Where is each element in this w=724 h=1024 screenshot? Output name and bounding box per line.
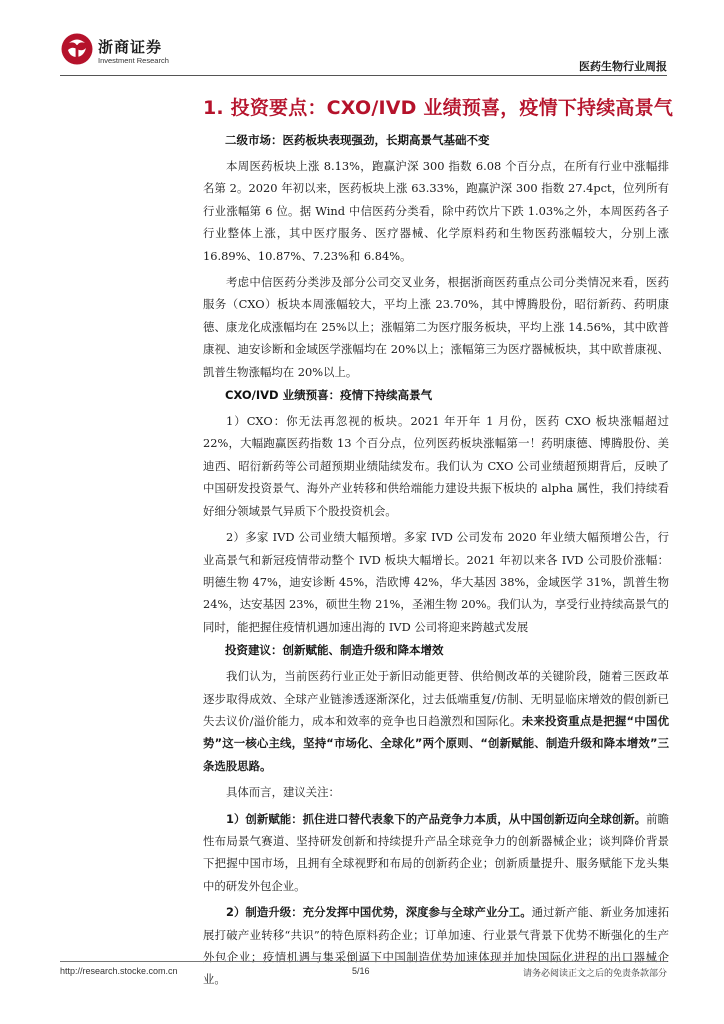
paragraph-cxo: 1）CXO：你无法再忽视的板块。2021 年开年 1 月份，医药 CXO 板块涨幅超过 22%，大幅跑赢医药指数 13 个百分点，位列医药板块涨幅第一！药明康德、博腾股份、美迪西、昭衍新药等公司超预期业绩陆续发布。我们认为 CXO 公司业绩超预期背后，反映了中国研发投资景气、海外产业转移和供给端能力建设共振下板块的 alpha 属性，我们持续看好细分领域景气异质下个股投资机会。: [203, 414, 669, 518]
subheading-cxo-ivd: CXO/IVD 业绩预喜：疫情下持续高景气: [225, 388, 433, 403]
footer-disclaimer: 请务必阅读正文之后的免责条款部分: [522, 969, 667, 979]
zheshang-logo-icon: [60, 32, 94, 66]
paragraph-investment-view: [203, 665, 669, 777]
paragraph-subsector-performance: 考虑中信医药分类涉及部分公司交叉业务，根据浙商医药重点公司分类情况来看，医药服务（CXO）板块本周涨幅较大，平均上涨 23.70%，其中博腾股份，昭衍新药、药明康德、康龙化成涨幅均在 25%以上；涨幅第二为医疗服务板块，平均上涨 14.56%，其中欧普康视、迪安诊断和金域医学涨幅均在 20%以上；涨幅第三为医疗器械板块，其中欧普康视、凯普生物涨幅均在 20%以上。: [203, 275, 669, 379]
investment-focus-bold: 未来投资重点是把握“中国优势”这一核心主线，坚持“市场化、全球化”两个原则、“创新赋能、制造升级和降本增效”三条选股思路。: [203, 713, 669, 773]
subheading-secondary-market: 二级市场：医药板块表现强劲，长期高景气基础不变: [225, 133, 490, 147]
company-name-en: Investment Research: [98, 56, 169, 65]
innovation-text: 前瞻性布局景气赛道、坚持研发创新和持续提升产品全球竞争力的创新器械企业；谈判降价背景下把握中国市场，且拥有全球视野和布局的创新药企业；创新质量提升、服务赋能下龙头集中的研发外包企业。: [203, 811, 669, 893]
footer-divider: [60, 961, 667, 962]
paragraph-innovation: [203, 808, 669, 898]
report-body: [203, 132, 669, 995]
manufacturing-bold: 2）制造升级：充分发挥中国优势，深度参与全球产业分工。: [226, 905, 532, 920]
manufacturing-text: 通过新产能、新业务加速拓展打破产业转移“共识”的特色原料药企业；订单加速、行业景气背景下优势不断强化的生产外包企业；疫情机遇与集采倒逼下中国制造优势加速体现并加快国际化进程的出口器械企业。: [203, 905, 669, 987]
section-heading: 1. 投资要点：CXO/IVD 业绩预喜，疫情下持续高景气: [203, 97, 674, 119]
subheading-investment-advice: 投资建议：创新赋能、制造升级和降本增效: [225, 643, 444, 658]
page-number: 5/16: [352, 966, 370, 976]
investment-view-text: 我们认为，当前医药行业正处于新旧动能更替、供给侧改革的关键阶段，随着三医政革逐步取得成效、全球产业链渗透逐渐深化，过去低端重复/仿制、无明显临床增效的假创新已失去议价/溢价能力，成本和效率的竞争也日趋激烈和国际化。: [203, 669, 669, 728]
header-divider: [60, 75, 667, 76]
report-type-label: 医药生物行业周报: [579, 60, 667, 73]
company-name-cn: 浙商证券: [98, 38, 163, 56]
innovation-bold: 1）创新赋能：抓住进口替代表象下的产品竞争力本质，从中国创新迈向全球创新。: [226, 811, 647, 826]
footer-url-link[interactable]: http://research.stocke.com.cn: [60, 966, 178, 976]
paragraph-ivd: 2）多家 IVD 公司业绩大幅预增。多家 IVD 公司发布 2020 年业绩大幅预增公告，行业高景气和新冠疫情带动整个 IVD 板块大幅增长。2021 年初以来各 IVD 公司股价涨幅：明德生物 47%，迪安诊断 45%，浩欧博 42%，华大基因 38%，金域医学 31%，凯普生物 24%，达安基因 23%，硕世生物 21%，圣湘生物 20%。我们认为，享受行业持续高景气的同时，能把握住疫情机遇加速出海的 IVD 公司将迎来跨越式发展: [203, 530, 669, 634]
paragraph-recommend-intro: 具体而言，建议关注：: [226, 785, 340, 800]
company-logo: [60, 30, 180, 70]
paragraph-market-performance: 本周医药板块上涨 8.13%，跑赢沪深 300 指数 6.08 个百分点，在所有行业中涨幅排名第 2。2020 年初以来，医药板块上涨 63.33%，跑赢沪深 300 指数 27.4pct，位列所有行业涨幅第 6 位。据 Wind 中信医药分类看，除中药饮片下跌 1.03%之外，本周医药各子行业整体上涨，其中医疗服务、医疗器械、化学原料药和生物医药涨幅较大，分别上涨 16.89%、10.87%、7.23%和 6.84%。: [203, 159, 669, 263]
